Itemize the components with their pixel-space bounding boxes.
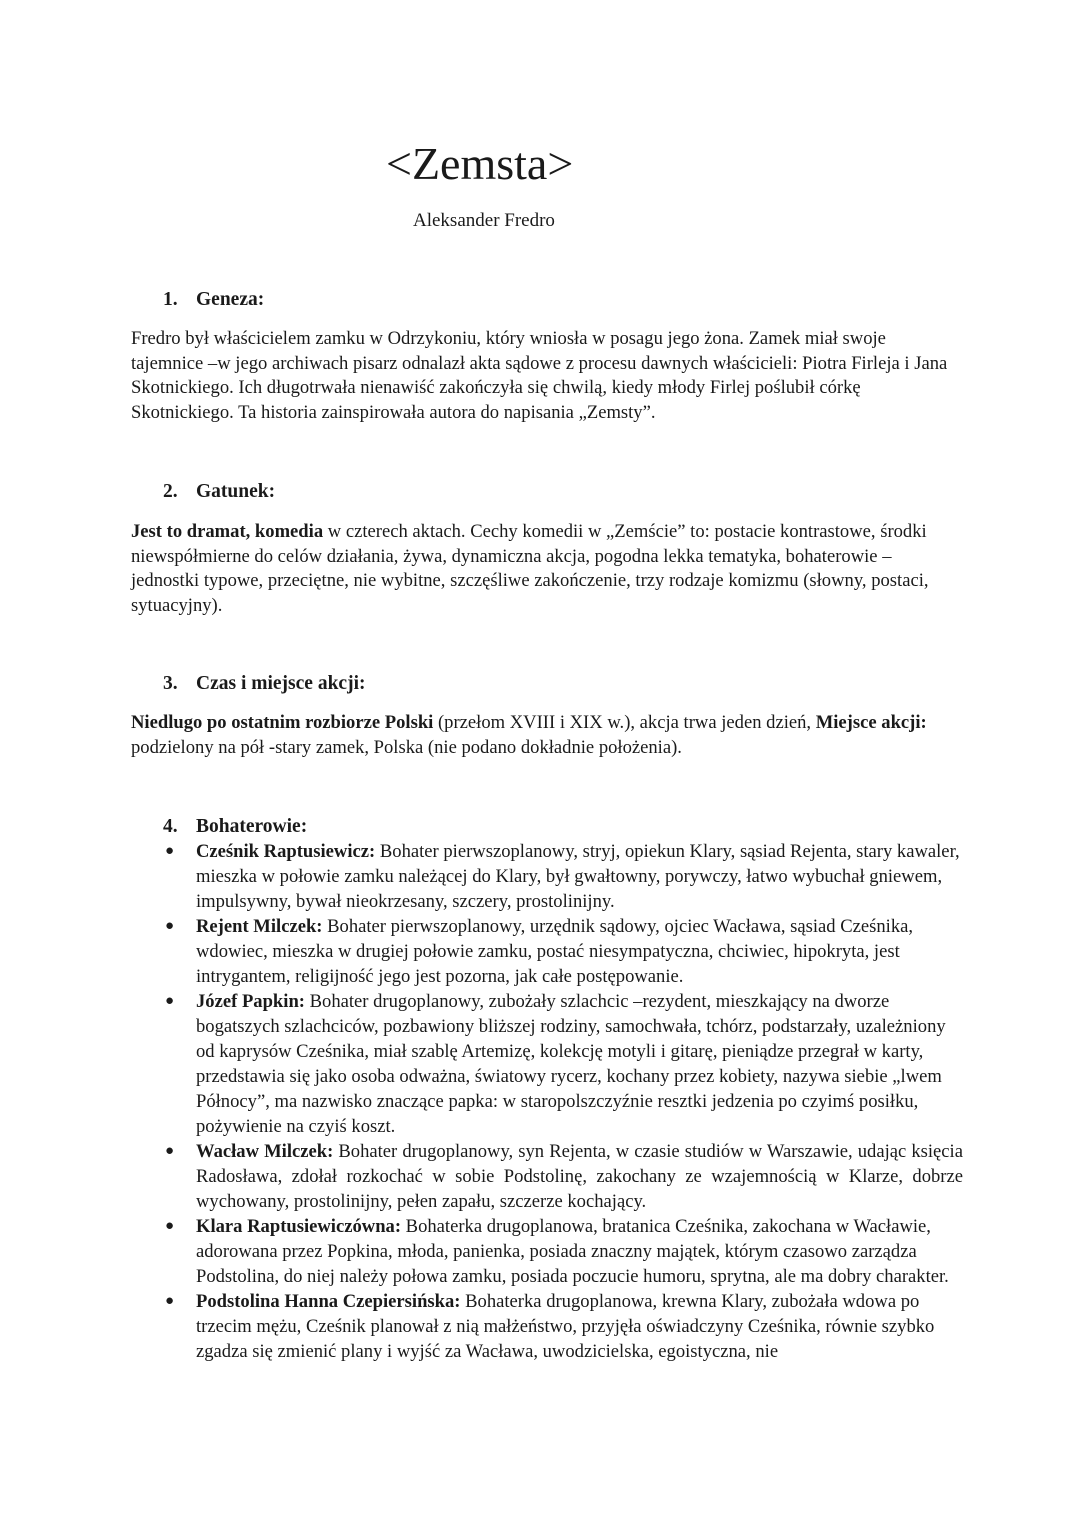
section-heading-czas-miejsce xyxy=(163,671,365,696)
list-item xyxy=(163,839,963,914)
bullet-icon: ● xyxy=(165,918,175,934)
list-item xyxy=(163,989,963,1139)
section-title: Gatunek: xyxy=(196,481,276,502)
bold-lead: Jest to dramat, komedia xyxy=(131,521,324,542)
section-heading-bohaterowie xyxy=(163,814,307,839)
character-name: Podstolina Hanna Czepiersińska: xyxy=(196,1291,461,1312)
character-entry xyxy=(196,989,963,1139)
section-number: 1. xyxy=(163,289,178,310)
section-heading-geneza xyxy=(163,287,264,312)
character-desc: Bohaterka drugoplanowa, bratanica Cześnika, zakochana w Wacławie, adorowana przez Popkina, młoda, panienka, posiada znaczny majątek, którym czasowo zarządza Podstolina, do niej należy połowa zamku, posiada poczucie humoru, sprytna, ale ma dobry charakter. xyxy=(196,1216,949,1287)
document-title: <Zemsta> xyxy=(386,138,574,189)
section-text-gatunek xyxy=(131,520,953,618)
character-entry xyxy=(196,1289,963,1364)
section-title: Bohaterowie: xyxy=(196,816,308,837)
list-item xyxy=(163,1289,963,1364)
character-desc: Bohaterka drugoplanowa, krewna Klary, zubożała wdowa po trzecim mężu, Cześnik planował z nią małżeństwo, przyjęła oświadczyny Cześnika, równie szybko zgadza się zmienić plany i wyjść za Wacława, uwodzicielska, egoistyczna, nie xyxy=(196,1291,935,1362)
bold-mid: Miejsce akcji: xyxy=(815,712,927,733)
character-entry xyxy=(196,1139,963,1214)
character-name: Józef Papkin: xyxy=(196,991,305,1012)
characters-list xyxy=(163,839,963,1364)
character-entry xyxy=(196,1214,963,1289)
section-title: Czas i miejsce akcji: xyxy=(196,673,366,694)
list-item xyxy=(163,1214,963,1289)
character-desc: Bohater drugoplanowy, zubożały szlachcic –rezydent, mieszkający na dworze bogatszych szlachciców, pozbawiony bliższej rodziny, samochwała, tchórz, podstarzały, uzależniony od kaprysów Cześnika, miał szablę Artemizę, kolekcję motyli i gitarę, pieniądze przegrał w karty, przedstawia się jako osoba odważna, światowy rycerz, kochany przez kobiety, nazywa siebie „lwem Północy”, ma nazwisko znaczące papka: w staropolszczyźnie resztki jedzenia po czyimś posiłku, pożywienie na czyiś koszt. xyxy=(196,991,946,1137)
section-text: w czterech aktach. Cechy komedii w „Zemście” to: postacie kontrastowe, środki niewspółmierne do celów działania, żywa, dynamiczna akcja, pogodna lekka tematyka, bohaterowie –jednostki typowe, przeciętne, nie wybitne, szczęśliwe zakończenie, trzy rodzaje komizmu (słowny, postaci, sytuacyjny). xyxy=(131,521,929,616)
list-item xyxy=(163,914,963,989)
bullet-icon: ● xyxy=(165,1218,175,1234)
section-heading-gatunek xyxy=(163,479,275,504)
bullet-icon: ● xyxy=(165,1293,175,1309)
character-desc: Bohater pierwszoplanowy, stryj, opiekun Klary, sąsiad Rejenta, stary kawaler, mieszka w połowie zamku należącej do Klary, był gwałtowny, porywczy, łatwo wybuchał gniewem, impulsywny, bywał nieokrzesany, szczery, prostolinijny. xyxy=(196,841,960,912)
character-entry xyxy=(196,914,963,989)
character-name: Cześnik Raptusiewicz: xyxy=(196,841,376,862)
bullet-icon: ● xyxy=(165,1143,175,1159)
section-text-czas-miejsce xyxy=(131,711,953,760)
character-desc: Bohater pierwszoplanowy, urzędnik sądowy, ojciec Wacława, sąsiad Cześnika, wdowiec, mieszka w drugiej połowie zamku, postać niesympatyczna, chciwiec, hipokryta, jest intrygantem, religijność jego jest pozorna, jak całe postępowanie. xyxy=(196,916,914,987)
section-title: Geneza: xyxy=(196,289,265,310)
bullet-icon: ● xyxy=(165,843,175,859)
section-number: 3. xyxy=(163,673,178,694)
character-desc: Bohater drugoplanowy, syn Rejenta, w czasie studiów w Warszawie, udając księcia Radosława, zdołał rozkochać w sobie Podstolinę, zakochany ze wzajemnością w Klarze, dobrze wychowany, prostolinijny, pełen zapału, szczerze kochający. xyxy=(196,1141,963,1212)
character-name: Rejent Milczek: xyxy=(196,916,323,937)
character-name: Wacław Milczek: xyxy=(196,1141,334,1162)
document-author: Aleksander Fredro xyxy=(413,210,555,231)
section-text-geneza: Fredro był właścicielem zamku w Odrzykoniu, który wniosła w posagu jego żona. Zamek miał swoje tajemnice –w jego archiwach pisarz odnalazł akta sądowe z procesu dawnych właścicieli: Piotra Firleja i Jana Skotnickiego. Ich długotrwała nienawiść zakończyła się chwilą, kiedy młody Firlej poślubił córkę Skotnickiego. Ta historia zainspirowała autora do napisania „Zemsty”. xyxy=(131,328,948,423)
list-item xyxy=(163,1139,963,1214)
character-entry xyxy=(196,839,963,914)
section-text: (przełom XVIII i XIX w.), akcja trwa jeden dzień, xyxy=(433,712,816,733)
section-number: 2. xyxy=(163,481,178,502)
character-name: Klara Raptusiewiczówna: xyxy=(196,1216,402,1237)
section-text: podzielony na pół -stary zamek, Polska (nie podano dokładnie położenia). xyxy=(131,736,682,758)
section-number: 4. xyxy=(163,816,178,837)
bold-lead: Niedlugo po ostatnim rozbiorze Polski xyxy=(131,712,434,733)
bullet-icon: ● xyxy=(165,993,175,1009)
